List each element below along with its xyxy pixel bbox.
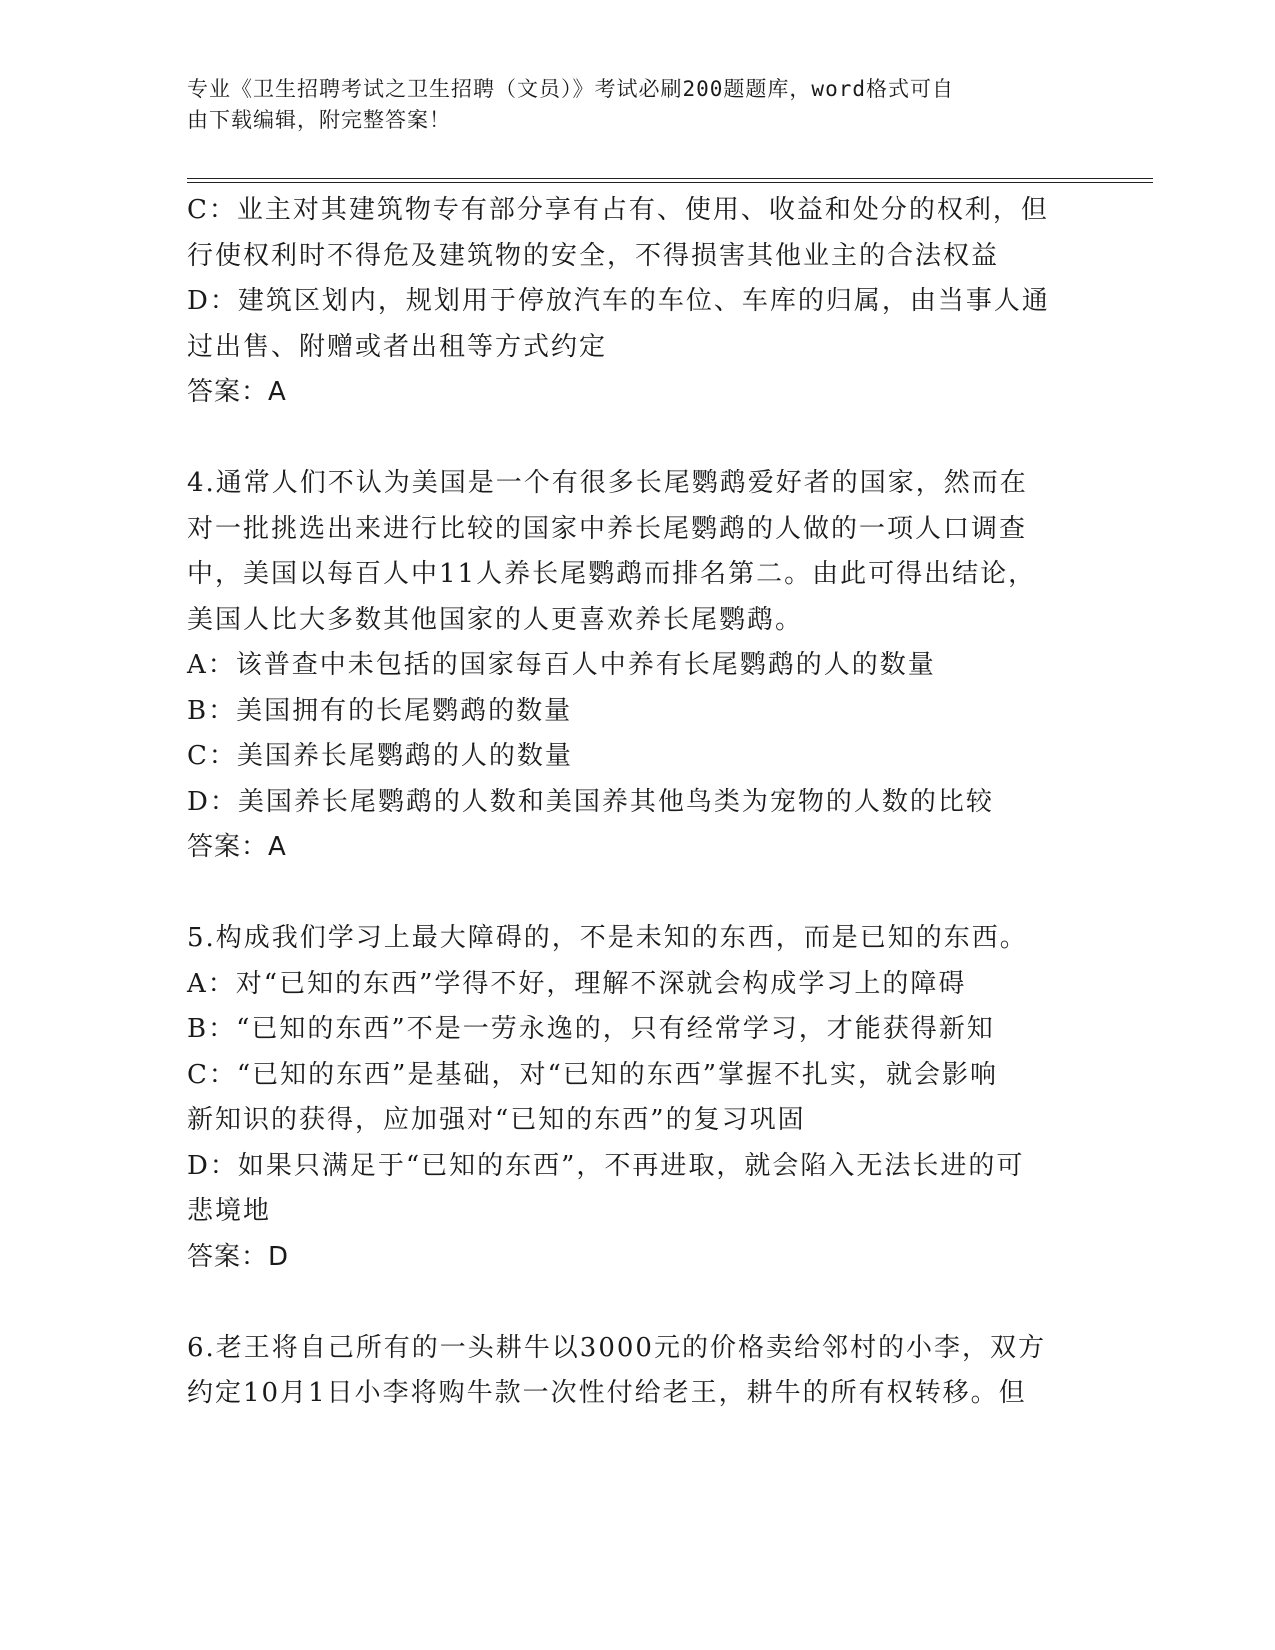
option-c-line-2: 新知识的获得，应加强对“已知的东西”的复习巩固	[187, 1105, 806, 1135]
header-title-line-1: 专业《卫生招聘考试之卫生招聘（文员）》考试必刷200题题库，word格式可自	[187, 77, 954, 101]
page-header	[187, 74, 1067, 136]
option-d: D：美国养长尾鹦鹉的人数和美国养其他鸟类为宠物的人数的比较	[187, 786, 994, 817]
option-d-line-2: 过出售、附赠或者出租等方式约定	[187, 331, 608, 362]
spacer	[187, 416, 1067, 462]
question-stem-line-1: 4.通常人们不认为美国是一个有很多长尾鹦鹉爱好者的国家，然而在	[187, 468, 1028, 498]
answer-label: 答案：A	[187, 377, 287, 407]
option-b: B：美国拥有的长尾鹦鹉的数量	[187, 695, 573, 726]
question-6	[187, 1326, 1067, 1417]
option-c-line-2: 行使权利时不得危及建筑物的安全，不得损害其他业主的合法权益	[187, 240, 1000, 271]
option-a: A：该普查中未包括的国家每百人中养有长尾鹦鹉的人的数量	[187, 650, 936, 680]
option-d-line-1: D：如果只满足于“已知的东西”，不再进取，就会陷入无法长进的可	[187, 1150, 1025, 1181]
question-stem-line-2: 约定10月1日小李将购牛款一次性付给老王，耕牛的所有权转移。但	[187, 1378, 1027, 1408]
option-d-line-1: D：建筑区划内，规划用于停放汽车的车位、车库的归属，由当事人通	[187, 286, 1050, 316]
option-a: A：对“已知的东西”学得不好，理解不深就会构成学习上的障碍	[187, 968, 967, 999]
question-3-continued	[187, 188, 1067, 416]
option-c-line-1: C：“已知的东西”是基础，对“已知的东西”掌握不扎实，就会影响	[187, 1059, 999, 1090]
header-title-line-2: 由下载编辑，附完整答案！	[187, 108, 451, 132]
option-c: C：美国养长尾鹦鹉的人的数量	[187, 741, 573, 771]
header-divider-bottom	[187, 182, 1153, 183]
question-stem-line-3: 中，美国以每百人中11人养长尾鹦鹉而排名第二。由此可得出结论，	[187, 559, 1037, 589]
answer-label: 答案：D	[187, 1241, 290, 1272]
option-d-line-2: 悲境地	[187, 1196, 272, 1226]
document-body	[187, 188, 1067, 1417]
option-b: B：“已知的东西”不是一劳永逸的，只有经常学习，才能获得新知	[187, 1014, 995, 1044]
question-4	[187, 461, 1067, 871]
question-5	[187, 916, 1067, 1280]
question-stem-line-4: 美国人比大多数其他国家的人更喜欢养长尾鹦鹉。	[187, 604, 804, 635]
spacer	[187, 1280, 1067, 1326]
spacer	[187, 871, 1067, 917]
option-c-line-1: C：业主对其建筑物专有部分享有占有、使用、收益和处分的权利，但	[187, 195, 1049, 225]
question-stem-line-2: 对一批挑选出来进行比较的国家中养长尾鹦鹉的人做的一项人口调查	[187, 513, 1028, 544]
question-stem-line-1: 5.构成我们学习上最大障碍的，不是未知的东西，而是已知的东西。	[187, 923, 1028, 953]
answer-label: 答案：A	[187, 832, 287, 862]
question-stem-line-1: 6.老王将自己所有的一头耕牛以3000元的价格卖给邻村的小李，双方	[187, 1332, 1046, 1363]
header-divider-top	[187, 178, 1153, 179]
